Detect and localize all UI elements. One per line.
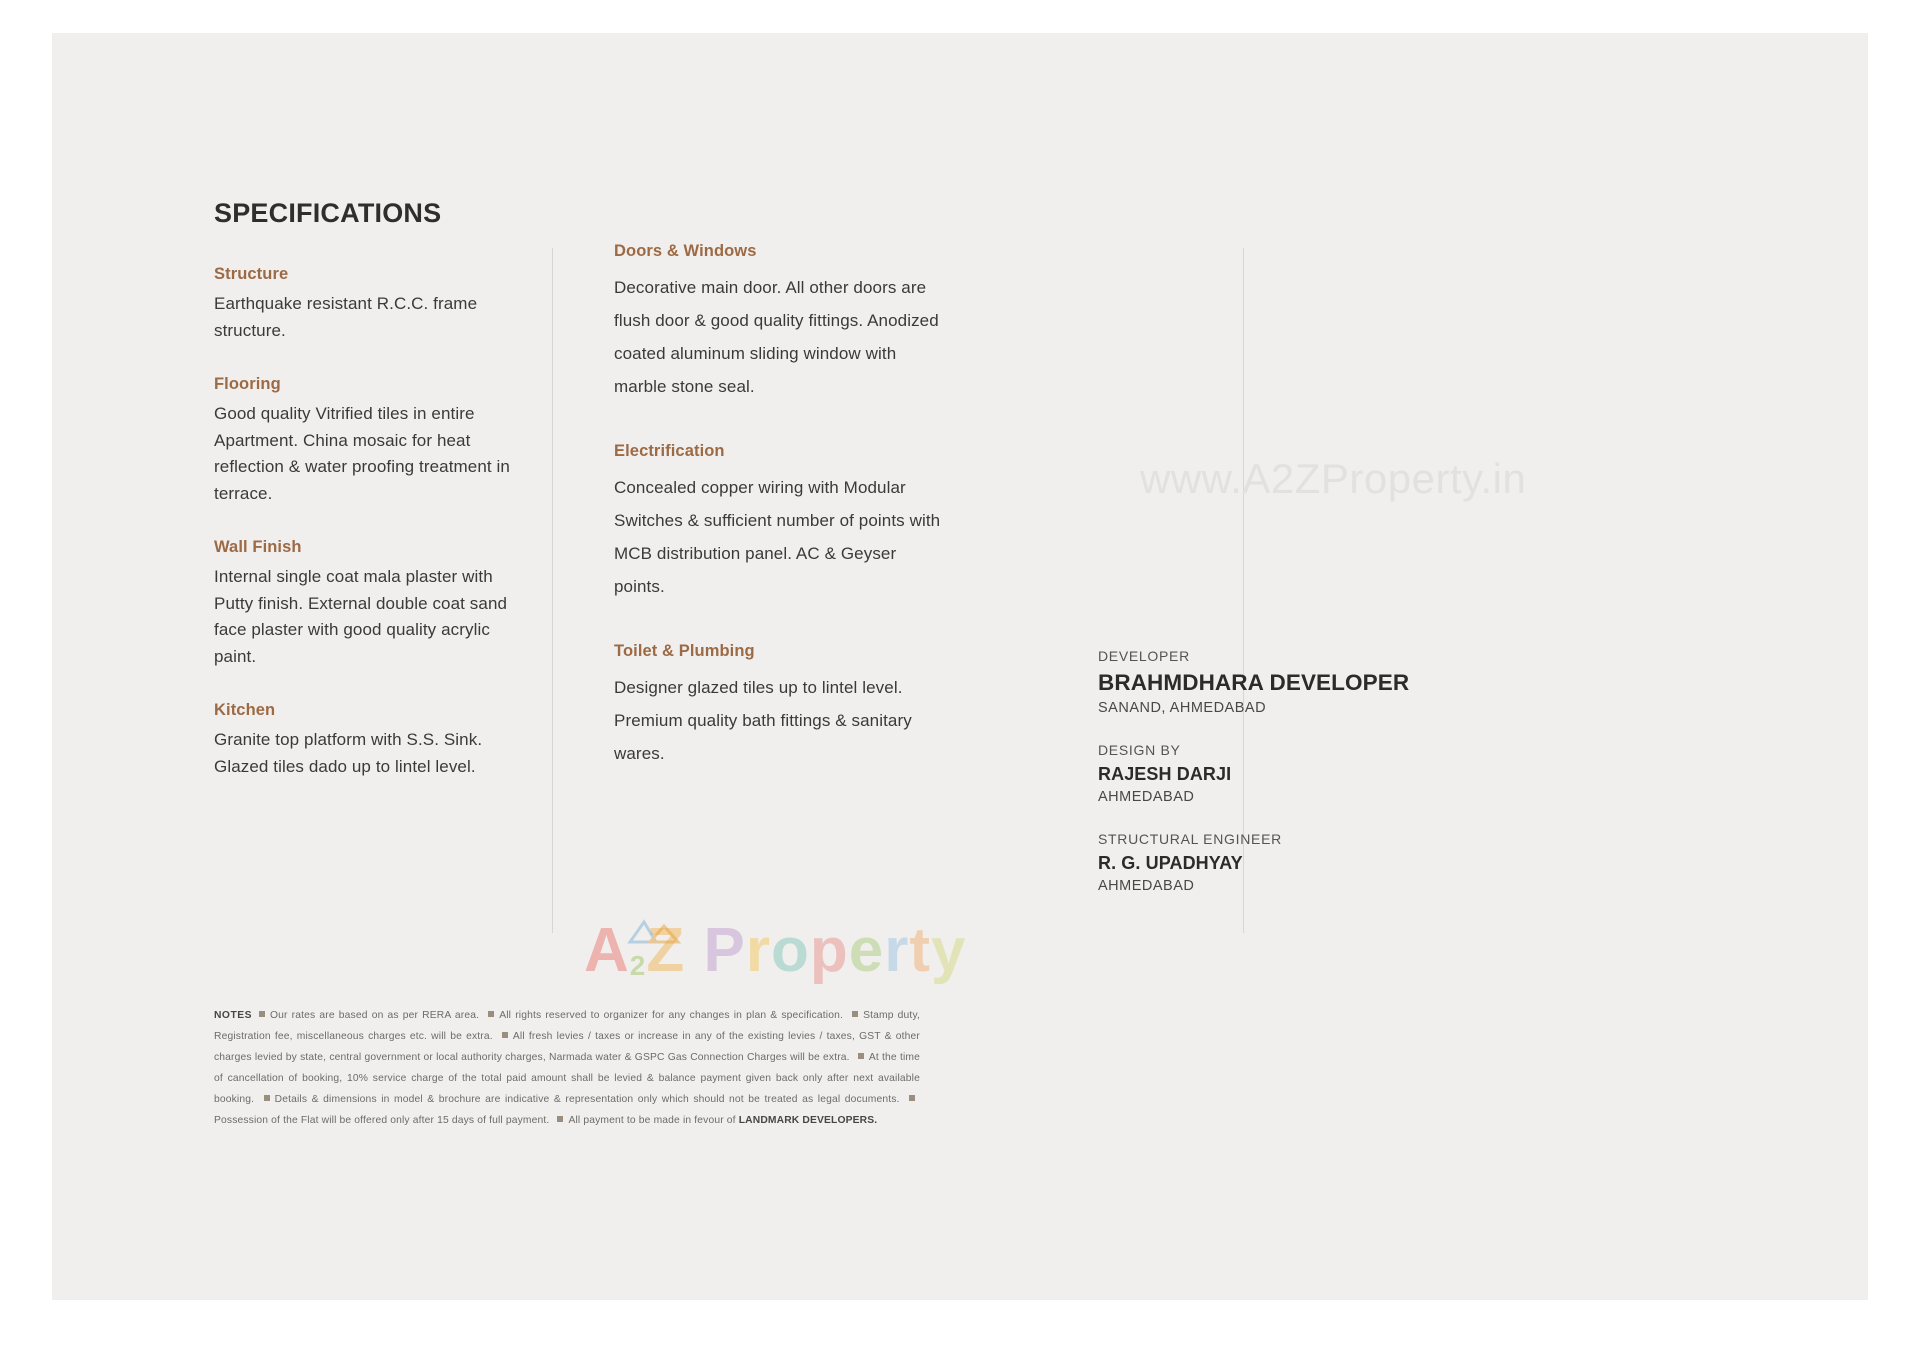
watermark-logo-char: t bbox=[909, 916, 931, 985]
notes-item: Possession of the Flat will be offered only after 15 days of full payment. bbox=[214, 1115, 550, 1126]
spec-body: Designer glazed tiles up to lintel level. Premium quality bath fittings & sanitary wares. bbox=[614, 678, 912, 763]
spec-block-wall-finish bbox=[214, 538, 524, 670]
notes-item: Stamp duty, Registration fee, miscellaneous charges etc. will be extra. bbox=[214, 1010, 920, 1042]
mountain-peak-icon bbox=[626, 918, 684, 944]
credit-city: SANAND, AHMEDABAD bbox=[1098, 700, 1267, 716]
notes-item: All fresh levies / taxes or increase in any of the existing levies / taxes, GST & other charges levied by state, central government or local authority charges, Narmada water & GSPC Gas Connection Charges will be extra. bbox=[214, 1031, 920, 1063]
specs-column-left bbox=[214, 265, 524, 780]
spec-block-structure bbox=[214, 265, 524, 344]
credit-name: BRAHMDHARA DEVELOPER bbox=[1098, 670, 1410, 695]
notes-item: Details & dimensions in model & brochure are indicative & representation only which should not be treated as legal documents. bbox=[274, 1094, 900, 1105]
credit-city: AHMEDABAD bbox=[1098, 789, 1195, 805]
spec-heading: Electrification bbox=[614, 442, 725, 460]
spec-body: Decorative main door. All other doors are flush door & good quality fittings. Anodized coated aluminum sliding window with marble stone seal. bbox=[614, 278, 939, 396]
spec-body: Internal single coat mala plaster with Putty finish. External double coat sand face plaster with good quality acrylic paint. bbox=[214, 567, 508, 666]
watermark-logo-char: p bbox=[809, 916, 849, 985]
spec-heading: Wall Finish bbox=[214, 538, 302, 556]
watermark-logo-char: P bbox=[703, 916, 746, 985]
watermark-logo-char: r bbox=[884, 916, 910, 985]
watermark-logo-char: 2 bbox=[629, 950, 647, 981]
credits-column bbox=[1098, 648, 1528, 894]
spec-heading: Flooring bbox=[214, 375, 281, 393]
notes-items bbox=[214, 1010, 920, 1126]
notes-item: All payment to be made in fevour of LANDMARK DEVELOPERS. bbox=[568, 1115, 878, 1126]
spec-body: Concealed copper wiring with Modular Switches & sufficient number of points with MCB distribution panel. AC & Geyser points. bbox=[614, 478, 941, 596]
notes-bullet-icon bbox=[852, 1011, 858, 1017]
notes-item: Our rates are based on as per RERA area. bbox=[269, 1010, 480, 1021]
spec-body: Good quality Vitrified tiles in entire Apartment. China mosaic for heat reflection & water proofing treatment in terrace. bbox=[214, 404, 510, 503]
notes-item: At the time of cancellation of booking, 10% service charge of the total paid amount shall be levied & balance payment given back only after next available booking. bbox=[214, 1052, 920, 1105]
credit-name: R. G. UPADHYAY bbox=[1098, 853, 1243, 873]
spec-block-electrification bbox=[614, 442, 944, 603]
notes-bullet-icon bbox=[488, 1011, 494, 1017]
notes-bullet-icon bbox=[909, 1095, 915, 1101]
spec-body: Granite top platform with S.S. Sink. Glazed tiles dado up to lintel level. bbox=[214, 730, 483, 776]
spec-heading: Kitchen bbox=[214, 701, 276, 719]
watermark-logo-char: Z bbox=[646, 916, 686, 985]
credit-name: RAJESH DARJI bbox=[1098, 764, 1232, 784]
notes-bullet-icon bbox=[858, 1053, 864, 1059]
spec-block-toilet-plumbing bbox=[614, 642, 944, 770]
credit-city: AHMEDABAD bbox=[1098, 878, 1195, 894]
credit-block-design-by bbox=[1098, 742, 1528, 805]
notes-bullet-icon bbox=[557, 1116, 563, 1122]
spec-heading: Structure bbox=[214, 265, 289, 283]
notes-bullet-icon bbox=[264, 1095, 270, 1101]
page-title: SPECIFICATIONS bbox=[214, 198, 442, 228]
spec-block-doors-windows bbox=[614, 242, 944, 403]
notes-block bbox=[214, 1005, 920, 1131]
column-divider-left bbox=[552, 248, 553, 933]
spec-block-flooring bbox=[214, 375, 524, 507]
notes-bullet-icon bbox=[502, 1032, 508, 1038]
notes-item: All rights reserved to organizer for any changes in plan & specification. bbox=[499, 1010, 843, 1021]
notes-bullet-icon bbox=[259, 1011, 265, 1017]
watermark-logo-char: y bbox=[931, 916, 967, 985]
notes-emphasis: LANDMARK DEVELOPERS. bbox=[738, 1115, 878, 1126]
watermark-logo-char: o bbox=[770, 916, 810, 985]
spec-heading: Doors & Windows bbox=[614, 242, 757, 260]
credit-role: DESIGN BY bbox=[1098, 742, 1181, 758]
specs-column-middle bbox=[614, 242, 944, 809]
credit-block-developer bbox=[1098, 648, 1528, 716]
watermark-logo-char: A bbox=[584, 916, 630, 985]
spec-body: Earthquake resistant R.C.C. frame structure. bbox=[214, 294, 478, 340]
watermark-url-text: www.A2ZProperty.in bbox=[1140, 455, 1527, 502]
spec-heading: Toilet & Plumbing bbox=[614, 642, 755, 660]
credit-block-structural-engineer bbox=[1098, 831, 1528, 894]
notes-label: NOTES bbox=[214, 1010, 252, 1021]
watermark-logo-char: e bbox=[848, 916, 885, 985]
spec-block-kitchen bbox=[214, 701, 524, 780]
credit-role: DEVELOPER bbox=[1098, 648, 1190, 664]
credit-role: STRUCTURAL ENGINEER bbox=[1098, 831, 1282, 847]
watermark-logo-char: r bbox=[745, 916, 771, 985]
